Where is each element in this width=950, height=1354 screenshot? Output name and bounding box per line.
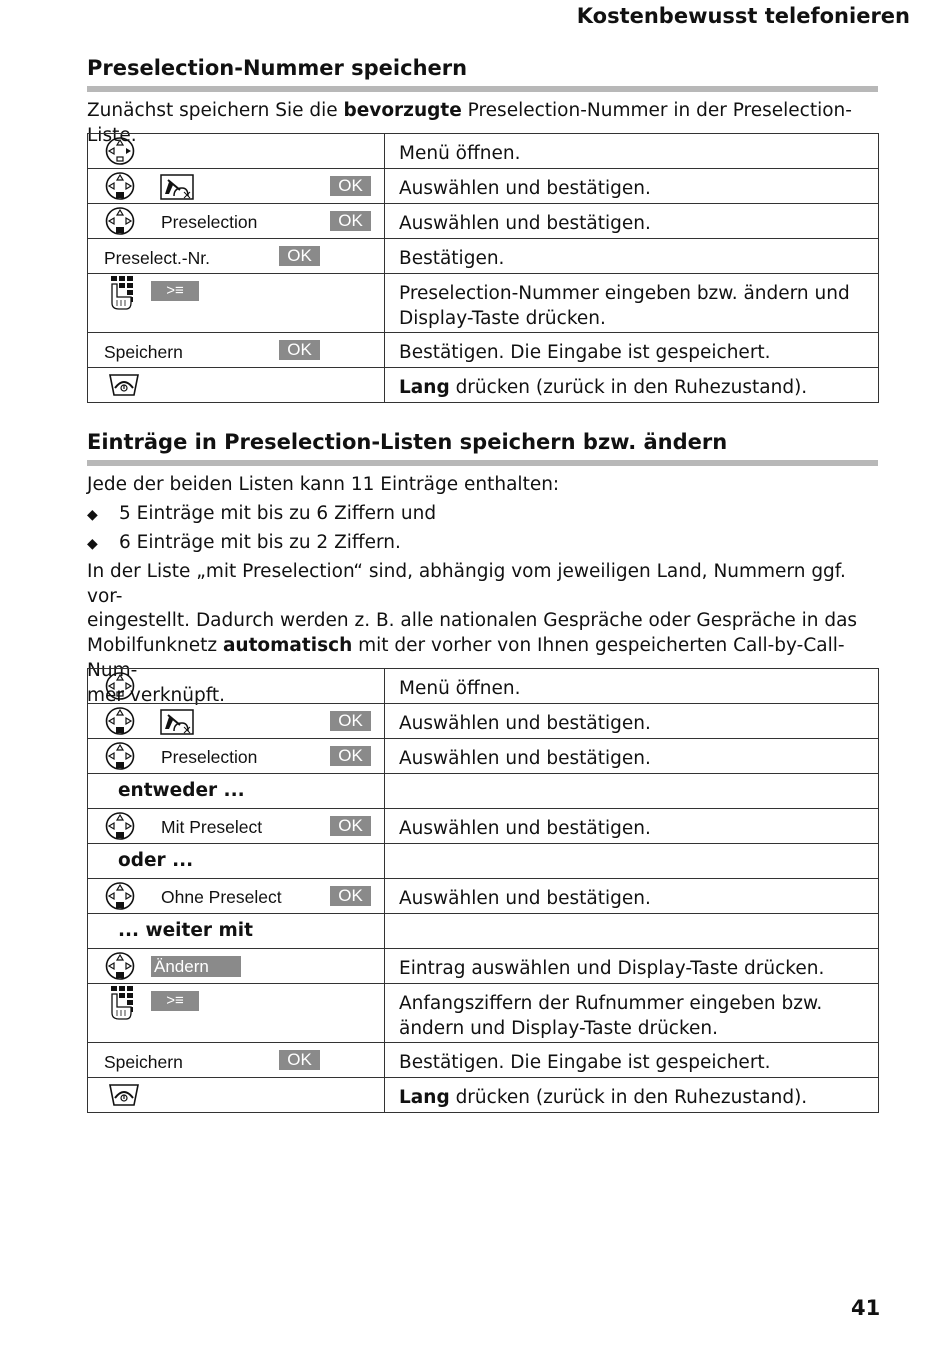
table-row [88,239,879,274]
ok-button[interactable]: OK [330,211,371,231]
section-rule [87,86,878,92]
menu-item-label: Preselection [161,212,258,232]
end-call-icon[interactable] [107,1083,141,1107]
ok-button[interactable]: OK [330,886,371,906]
display-key-button[interactable]: >≡ [151,281,199,301]
list-item: ◆ 5 Einträge mit bis zu 6 Ziffern und [87,502,436,527]
ok-button[interactable]: OK [279,1050,320,1070]
table-row [88,809,879,844]
nav-down-icon [105,707,135,736]
phone-settings-icon [160,174,194,200]
table-row [88,984,879,1043]
page-number: 41 [851,1296,881,1320]
table-row [88,774,879,809]
group-label: entweder ... [118,780,245,801]
steps-table-2 [87,668,879,1113]
group-label: ... weiter mit [118,920,253,941]
step-description [385,774,879,809]
diamond-bullet-icon: ◆ [87,536,98,552]
step-description [385,844,879,879]
menu-item-label: Mit Preselect [161,817,263,837]
step-description: Auswählen und bestätigen. [385,809,879,844]
table-row [88,368,879,403]
menu-item-label: Speichern [104,342,183,362]
section-rule [87,460,878,466]
step-description: Bestätigen. [385,239,879,274]
step-description: Bestätigen. Die Eingabe ist gespeichert. [385,1043,879,1078]
nav-down-icon [105,952,135,981]
aendern-display-button[interactable]: Ändern [151,956,241,977]
step-description: Anfangsziffern der Rufnummer eingeben bzw. ändern und Display-Taste drücken. [385,984,879,1043]
section2-paragraph: In der Liste „mit Preselection“ sind, abhängig vom jeweiligen Land, Nummern ggf. vor- eingestellt. Dadurch werden z. B. alle nationalen Gespräche oder Gespräche in das Mobilfunknetz automatisch mit der vorher von Ihnen gespeicherten Call-by-Call-Num- mer verknüpft. [87,561,858,706]
table-row [88,704,879,739]
section-title-preselection-speichern: Preselection-Nummer speichern [87,56,468,80]
step-description: Lang drücken (zurück in den Ruhezustand). [385,1078,879,1113]
diamond-bullet-icon: ◆ [87,507,98,523]
section2-intro: Jede der beiden Listen kann 11 Einträge enthalten: [87,474,560,495]
steps-table-1 [87,133,879,403]
ok-button[interactable]: OK [279,340,320,360]
menu-item-label: Ohne Preselect [161,887,282,907]
ok-button[interactable]: OK [330,176,371,196]
nav-down-icon [105,137,135,166]
table-row [88,739,879,774]
keypad-icon [109,275,139,310]
section-title-eintraege: Einträge in Preselection-Listen speichern bzw. ändern [87,430,728,454]
keypad-icon [109,985,139,1020]
step-description: Lang drücken (zurück in den Ruhezustand). [385,368,879,403]
step-description: Eintrag auswählen und Display-Taste drücken. [385,949,879,984]
ok-button[interactable]: OK [330,711,371,731]
nav-down-icon [105,882,135,911]
nav-down-icon [105,812,135,841]
ok-button[interactable]: OK [330,746,371,766]
step-description: Auswählen und bestätigen. [385,739,879,774]
table-row [88,949,879,984]
table-row [88,333,879,368]
menu-item-label: Preselection [161,747,258,767]
step-description: Preselection-Nummer eingeben bzw. ändern und Display-Taste drücken. [385,274,879,333]
display-key-button[interactable]: >≡ [151,991,199,1011]
step-description: Auswählen und bestätigen. [385,704,879,739]
table-row [88,1078,879,1113]
list-item: ◆ 6 Einträge mit bis zu 2 Ziffern. [87,531,401,556]
menu-item-label: Speichern [104,1052,183,1072]
nav-down-icon [105,672,135,701]
group-label: oder ... [118,850,194,871]
running-header: Kostenbewusst telefonieren [576,4,910,28]
table-row [88,274,879,333]
end-call-icon[interactable] [107,373,141,397]
ok-button[interactable]: OK [279,246,320,266]
step-description: Auswählen und bestätigen. [385,169,879,204]
step-description: Bestätigen. Die Eingabe ist gespeichert. [385,333,879,368]
nav-down-icon [105,172,135,201]
table-row [88,204,879,239]
table-row [88,669,879,704]
menu-item-label: Preselect.-Nr. [104,248,210,268]
nav-down-icon [105,742,135,771]
step-description: Auswählen und bestätigen. [385,879,879,914]
ok-button[interactable]: OK [330,816,371,836]
nav-down-icon [105,207,135,236]
step-description [385,914,879,949]
step-description: Menü öffnen. [385,669,879,704]
table-row [88,169,879,204]
table-row [88,914,879,949]
step-description: Auswählen und bestätigen. [385,204,879,239]
table-row [88,844,879,879]
step-description: Menü öffnen. [385,134,879,169]
phone-settings-icon [160,709,194,735]
table-row [88,134,879,169]
table-row [88,1043,879,1078]
section1-intro: Zunächst speichern Sie die bevorzugte Preselection-Nummer in der Preselection-Liste. [87,100,852,146]
table-row [88,879,879,914]
